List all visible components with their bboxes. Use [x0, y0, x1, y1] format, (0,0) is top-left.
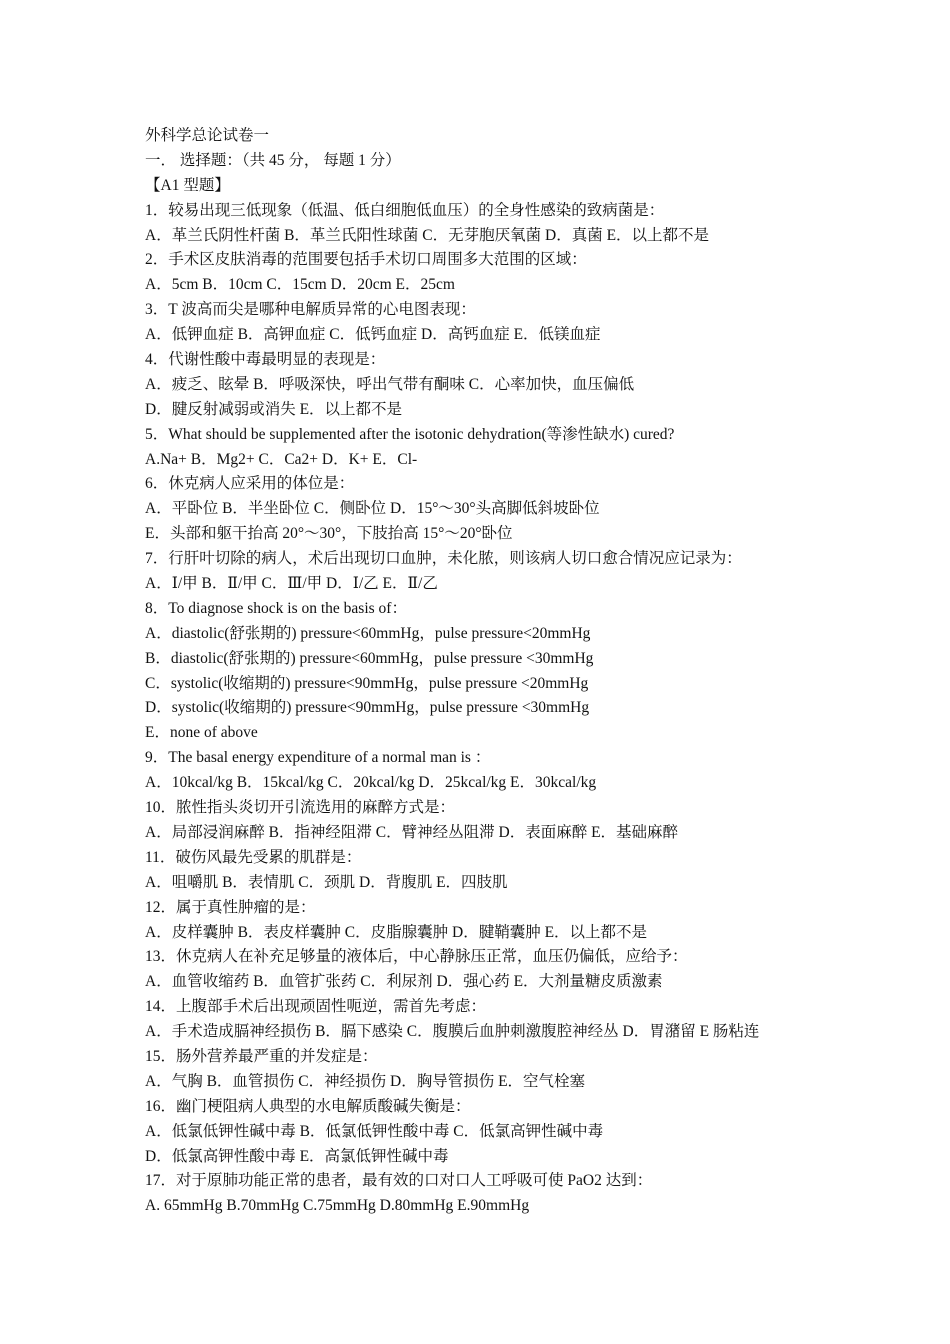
document-body [145, 124, 905, 1219]
question-line: 15．肠外营养最严重的并发症是： [145, 1047, 378, 1065]
question-line: 13．休克病人在补充足够量的液体后，中心静脉压正常，血压仍偏低，应给予： [145, 948, 688, 966]
question-line: A．咀嚼肌 B．表情肌 C．颈肌 D．背腹肌 E．四肢肌 [145, 873, 508, 891]
document-title: 外科学总论试卷一 [145, 127, 270, 144]
question-line: A．气胸 B．血管损伤 C．神经损伤 D．胸导管损伤 E．空气栓塞 [145, 1072, 586, 1090]
question-line: A．低氯低钾性碱中毒 B．低氯低钾性酸中毒 C．低氯高钾性碱中毒 [145, 1122, 604, 1140]
question-line: 10．脓性指头炎切开引流选用的麻醉方式是： [145, 799, 456, 817]
question-line: A．diastolic(舒张期的) pressure<60mmHg，pulse pressure<20mmHg [145, 624, 591, 642]
question-line: 16．幽门梗阻病人典型的水电解质酸碱失衡是： [145, 1097, 471, 1115]
question-line: 6．休克病人应采用的体位是： [145, 475, 355, 493]
question-line: D．systolic(收缩期的) pressure<90mmHg，pulse pressure <30mmHg [145, 699, 590, 717]
question-line: 3．T 波高而尖是哪种电解质异常的心电图表现： [145, 301, 476, 319]
question-line: 11．破伤风最先受累的肌群是： [145, 848, 362, 866]
question-line: A．Ⅰ/甲 B．Ⅱ/甲 C．Ⅲ/甲 D．Ⅰ/乙 E．Ⅱ/乙 [145, 575, 438, 593]
question-line: 4．代谢性酸中毒最明显的表现是： [145, 351, 386, 369]
question-line: B．diastolic(舒张期的) pressure<60mmHg，pulse pressure <30mmHg [145, 649, 594, 667]
question-line: A．5cm B．10cm C．15cm D．20cm E．25cm [145, 276, 455, 294]
question-list [145, 199, 905, 1220]
question-line: D．低氯高钾性酸中毒 E．高氯低钾性碱中毒 [145, 1147, 449, 1165]
question-line: 1．较易出现三低现象（低温、低白细胞低血压）的全身性感染的致病菌是： [145, 201, 665, 219]
question-line: A．皮样囊肿 B．表皮样囊肿 C．皮脂腺囊肿 D．腱鞘囊肿 E．以上都不是 [145, 923, 648, 941]
question-line: D．腱反射减弱或消失 E．以上都不是 [145, 400, 403, 418]
question-line: A．低钾血症 B．高钾血症 C．低钙血症 D．高钙血症 E．低镁血症 [145, 326, 601, 344]
question-line: 5．What should be supplemented after the isotonic dehydration(等渗性缺水) cured? [145, 425, 675, 443]
question-line: C．systolic(收缩期的) pressure<90mmHg，pulse pressure <20mmHg [145, 674, 589, 692]
question-line: A．局部浸润麻醉 B．指神经阻滞 C．臂神经丛阻滞 D．表面麻醉 E．基础麻醉 [145, 823, 679, 841]
question-line: A. 65mmHg B.70mmHg C.75mmHg D.80mmHg E.90mmHg [145, 1197, 530, 1215]
question-line: 14．上腹部手术后出现顽固性呃逆，需首先考虑： [145, 998, 487, 1016]
question-line: A.Na+ B．Mg2+ C．Ca2+ D．K+ E．Cl- [145, 450, 418, 468]
question-line: A．血管收缩药 B．血管扩张药 C．利尿剂 D．强心药 E．大剂量糖皮质激素 [145, 973, 663, 991]
question-line: 7．行肝叶切除的病人，术后出现切口血肿，未化脓，则该病人切口愈合情况应记录为： [145, 550, 742, 568]
section-heading: 一． 选择题：（共 45 分， 每题 1 分） [145, 151, 401, 169]
question-line: E．none of above [145, 724, 258, 742]
question-line: 8．To diagnose shock is on the basis of： [145, 599, 407, 617]
subsection-heading: 【A1 型题】 [145, 176, 230, 194]
question-line: A．革兰氏阴性杆菌 B．革兰氏阳性球菌 C．无芽胞厌氧菌 D．真菌 E．以上都不是 [145, 226, 710, 244]
question-line: 9．The basal energy expenditure of a normal man is ： [145, 749, 491, 767]
question-line: 17．对于原肺功能正常的患者，最有效的口对口人工呼吸可使 PaO2 达到： [145, 1172, 653, 1190]
question-line: A．平卧位 B．半坐卧位 C．侧卧位 D．15°～30°头高脚低斜坡卧位 [145, 500, 600, 518]
question-line: 2．手术区皮肤消毒的范围要包括手术切口周围多大范围的区域： [145, 251, 587, 269]
question-line: A．疲乏、眩晕 B．呼吸深快，呼出气带有酮味 C．心率加快，血压偏低 [145, 375, 635, 393]
question-line: E．头部和躯干抬高 20°～30°，下肢抬高 15°～20°卧位 [145, 525, 513, 543]
question-line: A．手术造成膈神经损伤 B．膈下感染 C．腹膜后血肿刺激腹腔神经丛 D．胃潴留 E 肠粘连 [145, 1023, 760, 1041]
question-line: 12．属于真性肿瘤的是： [145, 898, 316, 916]
question-line: A．10kcal/kg B．15kcal/kg C．20kcal/kg D．25kcal/kg E．30kcal/kg [145, 774, 597, 792]
